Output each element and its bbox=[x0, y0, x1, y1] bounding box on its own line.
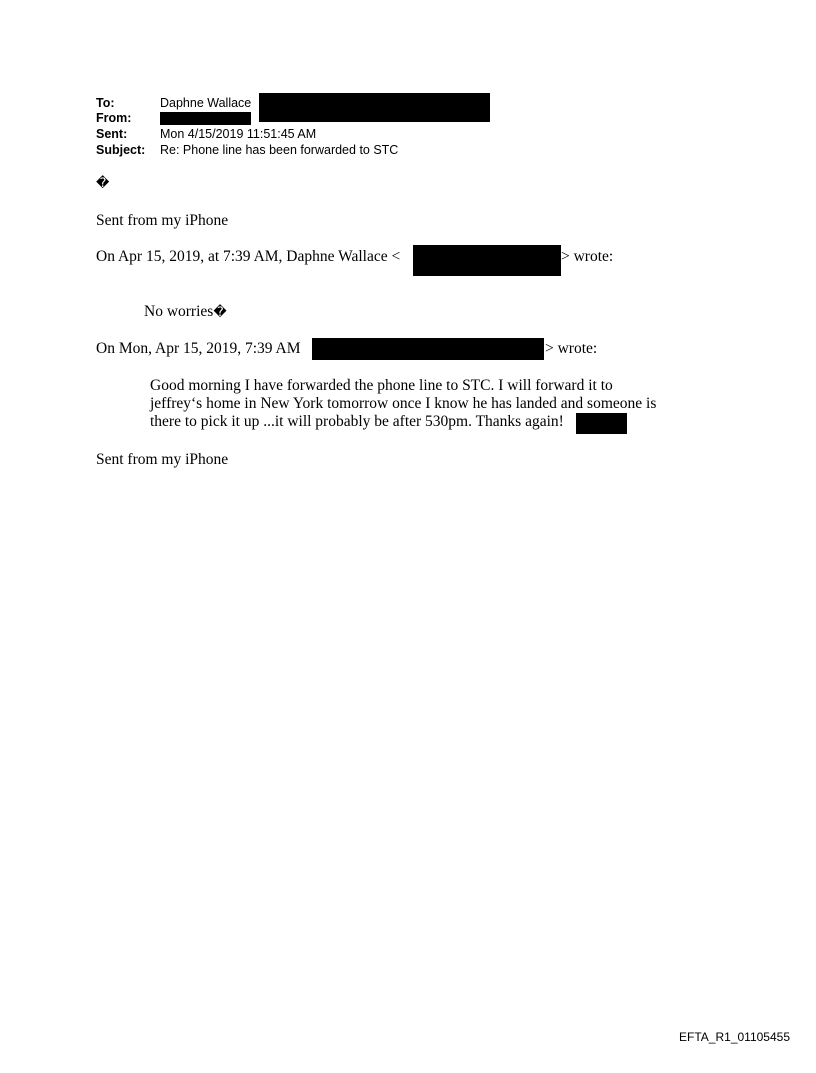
to-label: To: bbox=[96, 96, 115, 110]
redaction-message-signoff bbox=[576, 413, 627, 434]
quote-header-2-suffix: > wrote: bbox=[545, 340, 598, 357]
reply-text bbox=[144, 303, 227, 321]
sent-label: Sent: bbox=[96, 127, 128, 141]
redaction-to-email bbox=[259, 93, 490, 122]
subject-label: Subject: bbox=[96, 143, 146, 157]
quote-header-1-prefix: On Apr 15, 2019, at 7:39 AM, Daphne Wallace < bbox=[96, 248, 401, 265]
message-line-2: jeffrey‘s home in New York tomorrow once I know he has landed and someone is bbox=[150, 395, 657, 412]
reply-replacement-glyph: � bbox=[213, 305, 227, 320]
replacement-glyph: � bbox=[96, 176, 110, 191]
quote-header-1-suffix: > wrote: bbox=[561, 248, 614, 265]
to-value: Daphne Wallace bbox=[160, 96, 252, 110]
sent-value: Mon 4/15/2019 11:51:45 AM bbox=[160, 127, 317, 141]
message-line-3: there to pick it up ...it will probably be after 530pm. Thanks again! bbox=[150, 413, 564, 430]
message-line-1: Good morning I have forwarded the phone line to STC. I will forward it to bbox=[150, 377, 613, 394]
signature-line-2: Sent from my iPhone bbox=[96, 451, 229, 468]
redaction-quote-2-sender bbox=[312, 338, 544, 360]
subject-value: Re: Phone line has been forwarded to STC bbox=[160, 143, 399, 157]
redaction-quote-1-email bbox=[413, 245, 561, 276]
redaction-from bbox=[160, 112, 251, 125]
from-label: From: bbox=[96, 111, 132, 125]
document-id: EFTA_R1_01105455 bbox=[679, 1030, 790, 1044]
signature-line-1: Sent from my iPhone bbox=[96, 212, 229, 229]
reply-text-content: No worries bbox=[144, 303, 214, 320]
quote-header-2-prefix: On Mon, Apr 15, 2019, 7:39 AM bbox=[96, 340, 301, 357]
